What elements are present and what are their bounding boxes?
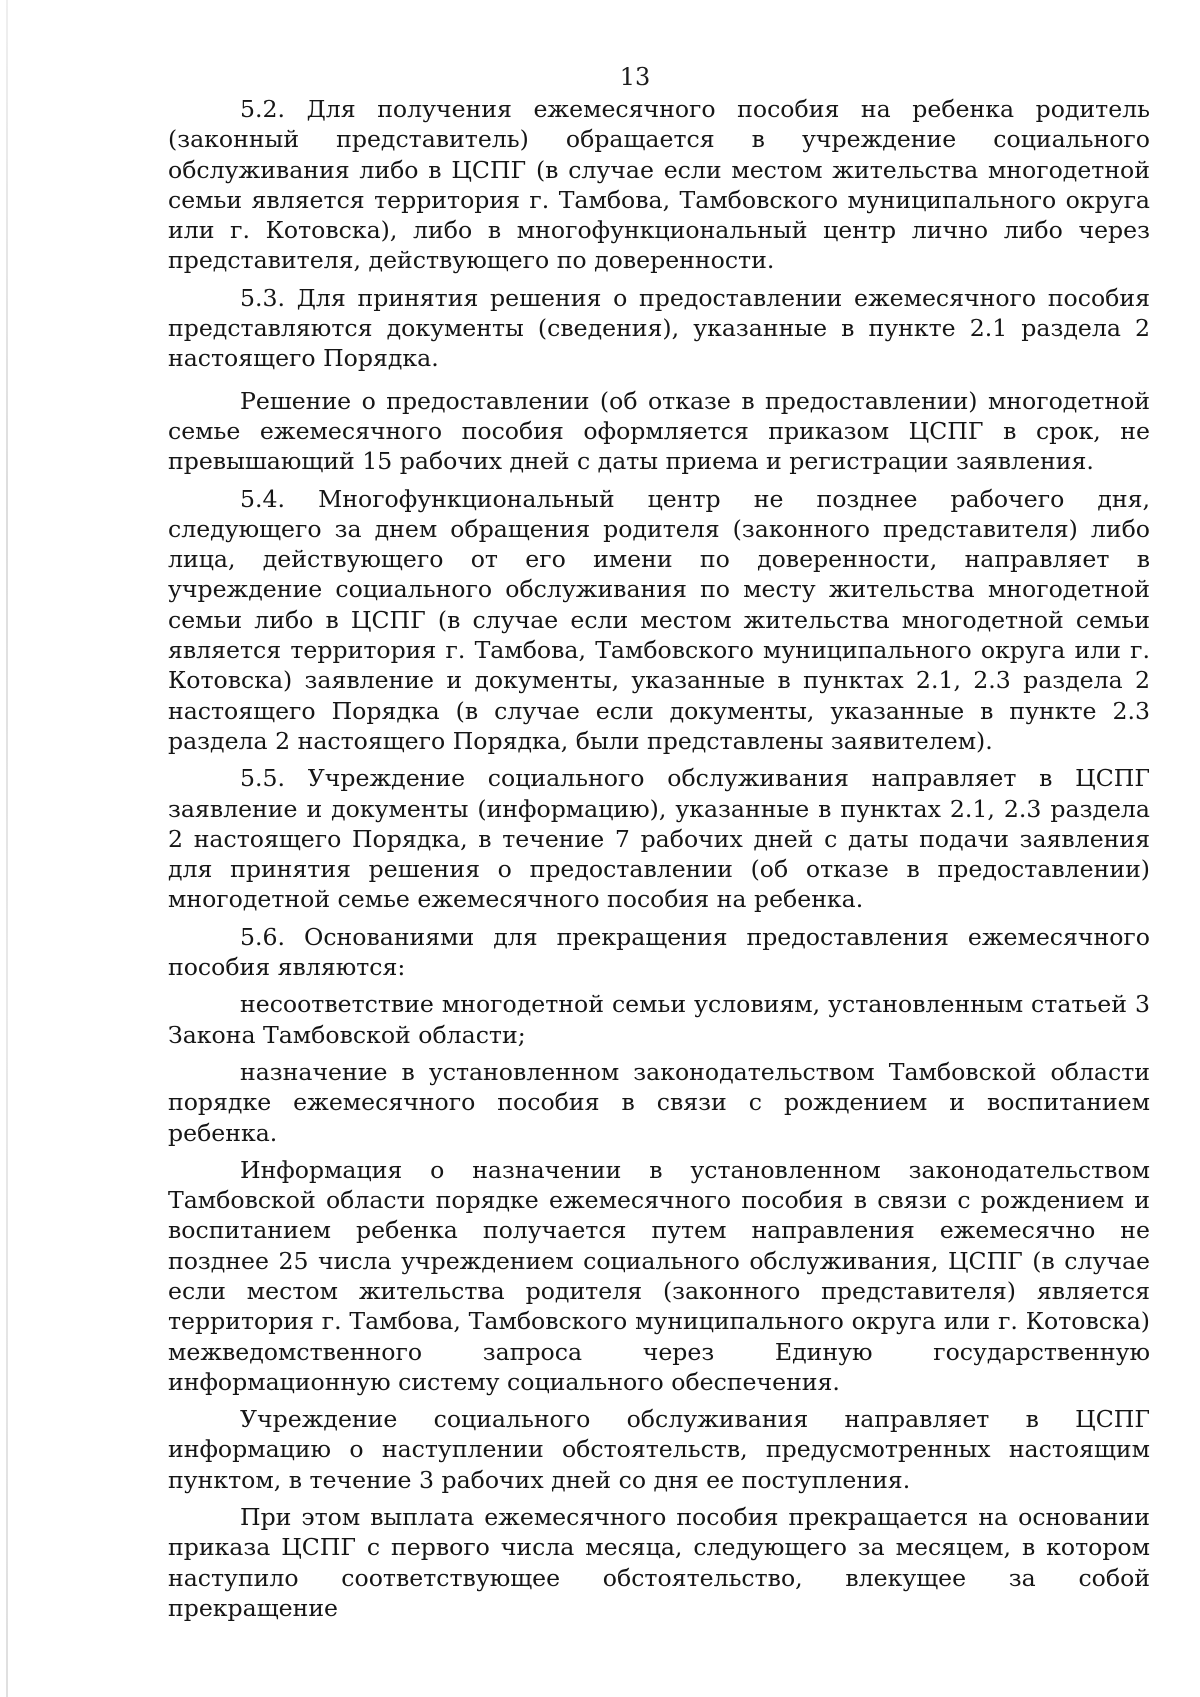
paragraph-5-2: 5.2. Для получения ежемесячного пособия на ребенка родитель (законный представитель) обращается в учреждение социального обслуживания либо в ЦСПГ (в случае если местом жительства многодетной семьи является территория г. Тамбова, Тамбовского муниципального округа или г. Котовска), либо в многофункциональный центр лично либо через представителя, действующего по доверенности. bbox=[168, 95, 1150, 275]
scan-edge-shadow bbox=[6, 0, 8, 1697]
paragraph-ground-1: несоответствие многодетной семьи условиям, установленным статьей 3 Закона Тамбовской области; bbox=[168, 990, 1150, 1049]
paragraph-5-6: 5.6. Основаниями для прекращения предоставления ежемесячного пособия являются: bbox=[168, 922, 1150, 982]
page-number: 13 bbox=[619, 63, 651, 91]
paragraph-information: Информация о назначении в установленном законодательством Тамбовской области порядке ежемесячного пособия в связи с рождением и воспитанием ребенка получается путем направления ежемесячно не позднее 25 числа учреждением социального обслуживания, ЦСПГ (в случае если местом жительства родителя (законного представителя) является территория г. Тамбова, Тамбовского муниципального округа или г. Котовска) межведомственного запроса через Единую государственную информационную систему социального обеспечения. bbox=[168, 1155, 1150, 1396]
paragraph-5-3: 5.3. Для принятия решения о предоставлении ежемесячного пособия представляются документы (сведения), указанные в пункте 2.1 раздела 2 настоящего Порядка. bbox=[168, 283, 1150, 373]
paragraph-decision: Решение о предоставлении (об отказе в предоставлении) многодетной семье ежемесячного пособия оформляется приказом ЦСПГ в срок, не превышающий 15 рабочих дней с даты приема и регистрации заявления. bbox=[168, 386, 1150, 476]
paragraph-institution: Учреждение социального обслуживания направляет в ЦСПГ информацию о наступлении обстоятельств, предусмотренных настоящим пунктом, в течение 3 рабочих дней со дня ее поступления. bbox=[168, 1405, 1150, 1494]
paragraph-5-5: 5.5. Учреждение социального обслуживания направляет в ЦСПГ заявление и документы (информацию), указанные в пунктах 2.1, 2.3 раздела 2 настоящего Порядка, в течение 7 рабочих дней с даты подачи заявления для принятия решения о предоставлении (об отказе в предоставлении) многодетной семье ежемесячного пособия на ребенка. bbox=[168, 764, 1150, 914]
paragraph-termination: При этом выплата ежемесячного пособия прекращается на основании приказа ЦСПГ с первого числа месяца, следующего за месяцем, в котором наступило соответствующее обстоятельство, влекущее за собой прекращение bbox=[168, 1503, 1150, 1622]
paragraph-5-4: 5.4. Многофункциональный центр не позднее рабочего дня, следующего за днем обращения родителя (законного представителя) либо лица, действующего от его имени по доверенности, направляет в учреждение социального обслуживания по месту жительства многодетной семьи либо в ЦСПГ (в случае если местом жительства многодетной семьи является территория г. Тамбова, Тамбовского муниципального округа или г. Котовска) заявление и документы, указанные в пунктах 2.1, 2.3 раздела 2 настоящего Порядка (в случае если документы, указанные в пункте 2.3 раздела 2 настоящего Порядка, были представлены заявителем). bbox=[168, 484, 1150, 755]
paragraph-ground-2: назначение в установленном законодательством Тамбовской области порядке ежемесячного пособия в связи с рождением и воспитанием ребенка. bbox=[168, 1057, 1150, 1147]
document-body bbox=[168, 94, 1150, 1623]
